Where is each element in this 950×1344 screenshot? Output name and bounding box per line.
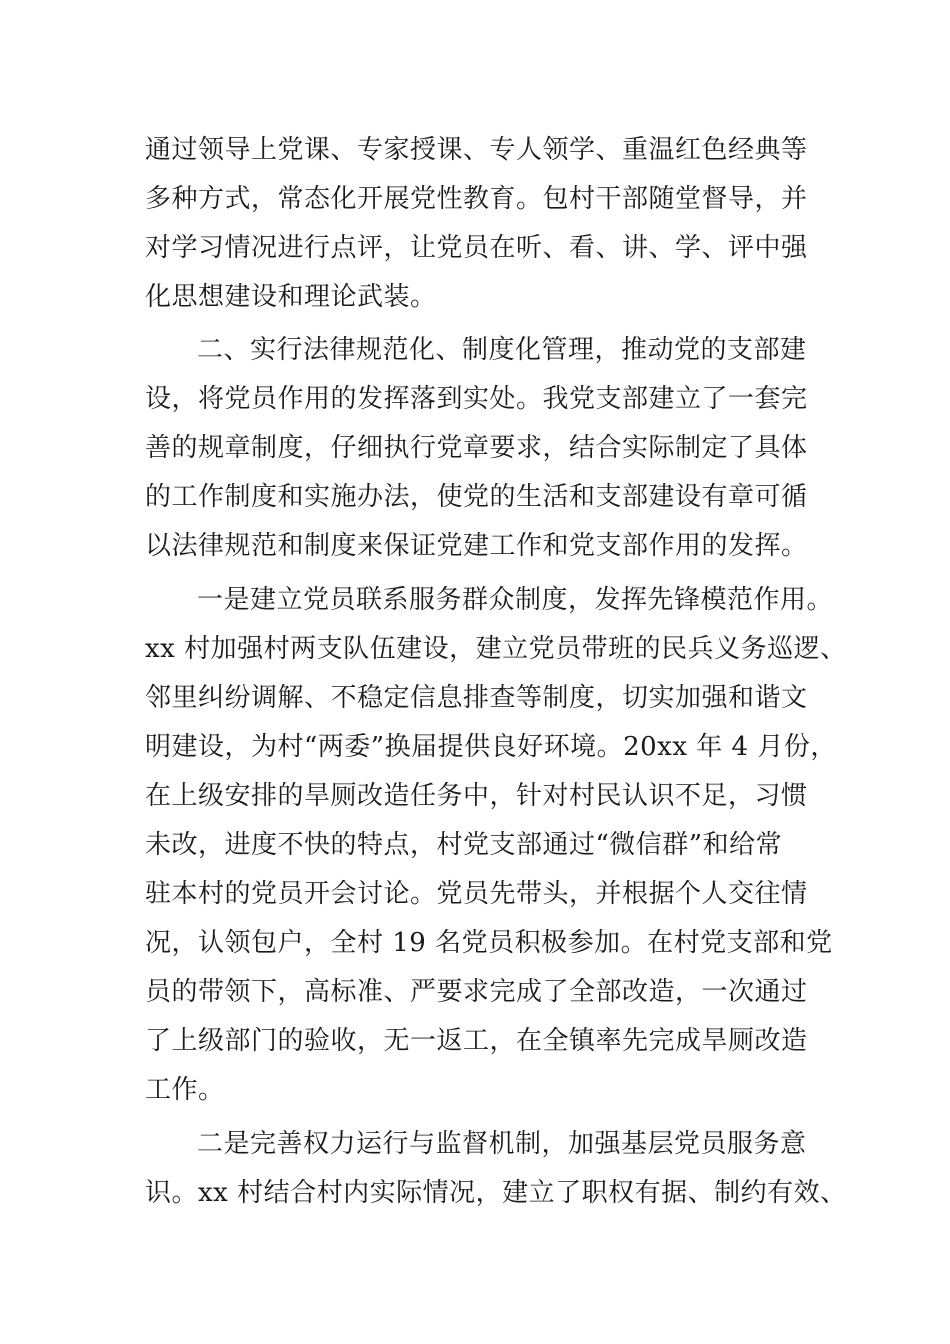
text-line: 化思想建设和理论武装。 <box>145 282 437 312</box>
text-line: xx 村加强村两支队伍建设，建立党员带班的民兵义务巡逻、 <box>145 634 847 664</box>
text-line: 以法律规范和制度来保证党建工作和党支部作用的发挥。 <box>145 531 808 561</box>
text-line: 善的规章制度，仔细执行党章要求，结合实际制定了具体 <box>145 433 808 463</box>
text-line: 的工作制度和实施办法，使党的生活和支部建设有章可循 <box>145 482 808 512</box>
text-line: 员的带领下，高标准、严要求完成了全部改造，一次通过 <box>145 977 808 1007</box>
text-line: 邻里纠纷调解、不稳定信息排查等制度，切实加强和谐文 <box>145 683 808 713</box>
text-line: 况，认领包户，全村 19 名党员积极参加。在村党支部和党 <box>145 928 833 958</box>
paragraph-first-line: 二是完善权力运行与监督机制，加强基层党员服务意 <box>197 1129 807 1159</box>
text-line: 在上级安排的旱厕改造任务中，针对村民认识不足，习惯 <box>145 781 808 811</box>
text-line: 未改，进度不快的特点，村党支部通过“微信群”和给常 <box>145 830 783 860</box>
paragraph-first-line: 二、实行法律规范化、制度化管理，推动党的支部建 <box>197 335 807 365</box>
text-line: 多种方式，常态化开展党性教育。包村干部随堂督导，并 <box>145 184 808 214</box>
text-line: 了上级部门的验收，无一返工，在全镇率先完成旱厕改造 <box>145 1026 808 1056</box>
text-line: 设，将党员作用的发挥落到实处。我党支部建立了一套完 <box>145 384 808 414</box>
paragraph-first-line: 一是建立党员联系服务群众制度，发挥先锋模范作用。 <box>197 585 834 615</box>
text-line: 对学习情况进行点评，让党员在听、看、讲、学、评中强 <box>145 233 808 263</box>
text-line: 明建设，为村“两委”换届提供良好环境。20xx 年 4 月份， <box>145 732 837 762</box>
text-line: 通过领导上党课、专家授课、专人领学、重温红色经典等 <box>145 135 808 165</box>
text-line: 识。xx 村结合村内实际情况，建立了职权有据、制约有效、 <box>145 1178 847 1208</box>
text-line: 驻本村的党员开会讨论。党员先带头，并根据个人交往情 <box>145 879 808 909</box>
text-line: 工作。 <box>145 1075 225 1105</box>
